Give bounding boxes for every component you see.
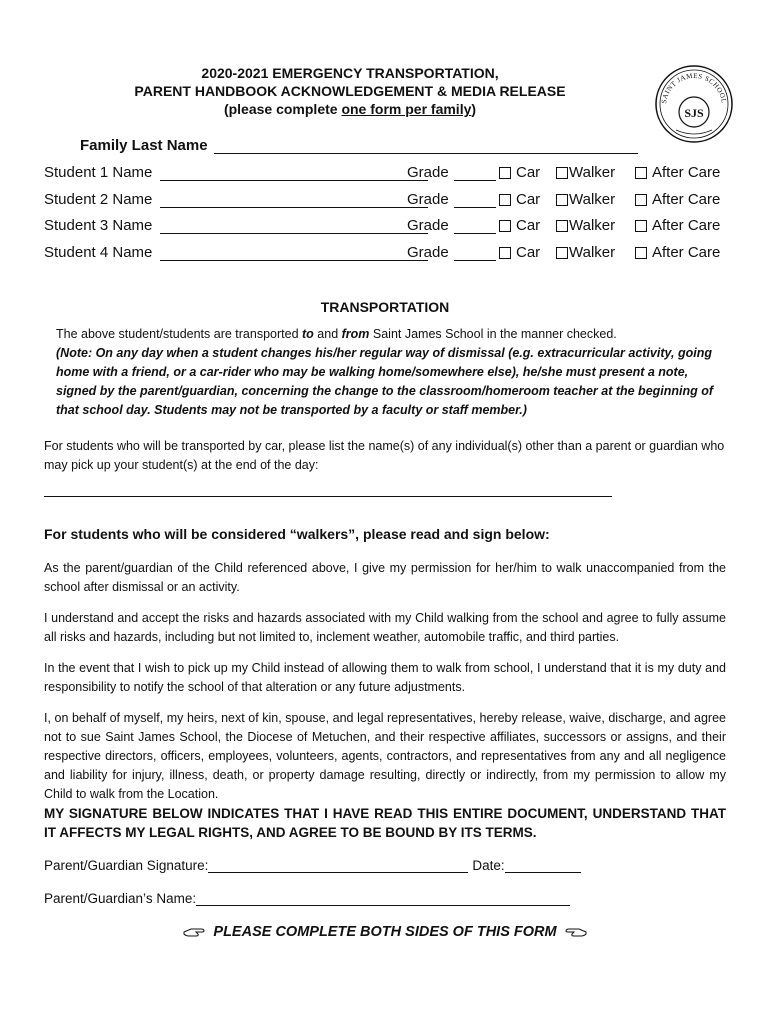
signature-label: Parent/Guardian Signature: xyxy=(44,858,209,873)
guardian-name-blank[interactable] xyxy=(196,893,570,906)
student-row xyxy=(44,164,734,186)
svg-text:SAINT JAMES SCHOOL xyxy=(660,72,728,104)
authorized-pickup-blank[interactable] xyxy=(44,496,612,497)
header-line-3: (please complete one form per family) xyxy=(223,101,477,117)
pointing-hand-icon xyxy=(565,926,587,938)
car-pickup-instructions: For students who will be transported by car, please list the name(s) of any individual(s) other than a parent or guardian who may pick up your student(s) at the end of the day: xyxy=(44,439,725,472)
car-option[interactable]: Car xyxy=(499,164,540,181)
student-name-label: Student 3 Name xyxy=(44,217,153,234)
footer-text: PLEASE COMPLETE BOTH SIDES OF THIS FORM xyxy=(213,924,557,940)
after-care-option[interactable]: After Care xyxy=(635,164,720,181)
dismissal-note: (Note: On any day when a student changes his/her regular way of dismissal (e.g. extracurricular activity, going home with a friend, or a car-rider who may be walking home/somewhere else), he/she must present a note, signed by the parent/guardian, concerning the change to the classroom/homeroom teacher at the beginning of that school day. Students may not be transported by a faculty or staff member.) xyxy=(56,346,714,417)
date-label: Date: xyxy=(472,858,505,873)
header-line-2: PARENT HANDBOOK ACKNOWLEDGEMENT & MEDIA RELEASE xyxy=(134,83,566,99)
after-care-checkbox[interactable] xyxy=(635,247,647,259)
walker-option[interactable]: Walker xyxy=(556,244,615,261)
student-name-label: Student 2 Name xyxy=(44,191,153,208)
walker-pickup-paragraph: In the event that I wish to pick up my Child instead of allowing them to walk from school, I understand that it is my duty and responsibility to notify the school of that alteration or any future adjustments. xyxy=(44,661,726,694)
car-checkbox[interactable] xyxy=(499,167,511,179)
walker-option[interactable]: Walker xyxy=(556,164,615,181)
grade-blank[interactable] xyxy=(454,246,496,261)
student-row xyxy=(44,244,734,266)
walker-option[interactable]: Walker xyxy=(556,191,615,208)
after-care-option[interactable]: After Care xyxy=(635,191,720,208)
pointing-hand-icon xyxy=(183,926,205,938)
student-name-blank[interactable] xyxy=(160,219,428,234)
after-care-checkbox[interactable] xyxy=(635,167,647,179)
student-name-blank[interactable] xyxy=(160,193,428,208)
signature-blank[interactable] xyxy=(208,860,468,873)
after-care-checkbox[interactable] xyxy=(635,220,647,232)
family-last-name-blank[interactable] xyxy=(214,139,638,154)
grade-label: Grade xyxy=(407,191,449,208)
walker-option[interactable]: Walker xyxy=(556,217,615,234)
grade-blank[interactable] xyxy=(454,166,496,181)
guardian-name-label: Parent/Guardian’s Name: xyxy=(44,891,197,906)
signature-statement: MY SIGNATURE BELOW INDICATES THAT I HAVE READ THIS ENTIRE DOCUMENT, UNDERSTAND THAT IT AFFECTS MY LEGAL RIGHTS, AND AGREE TO BE BOUND BY ITS TERMS. xyxy=(44,806,726,840)
grade-label: Grade xyxy=(407,244,449,261)
car-option[interactable]: Car xyxy=(499,191,540,208)
one-form-emphasis: one form per family xyxy=(341,101,472,117)
after-care-checkbox[interactable] xyxy=(635,194,647,206)
grade-label: Grade xyxy=(407,164,449,181)
walker-risk-paragraph: I understand and accept the risks and hazards associated with my Child walking from the school and agree to fully assume all risks and hazards, including but not limited to, inclement weather, automobile traffic, and third parties. xyxy=(44,611,726,644)
family-last-name-label: Family Last Name xyxy=(80,137,208,154)
walker-permission-paragraph: As the parent/guardian of the Child referenced above, I give my permission for her/him to walk unaccompanied from the school after dismissal or an activity. xyxy=(44,561,726,594)
walker-checkbox[interactable] xyxy=(556,247,568,259)
signature-line xyxy=(44,858,581,873)
walker-release-paragraph: I, on behalf of myself, my heirs, next of kin, spouse, and legal representatives, hereby release, waive, discharge, and agree not to sue Saint James School, the Diocese of Metuchen, and their respective affiliates, successors or assigns, and their respective directors, officers, employees, volunteers, agents, contractors, and representatives from any and all negligence and liability for injury, illness, death, or property damage resulting, directly or indirectly, from my permission to allow my Child to walk from the Location. xyxy=(44,711,726,801)
walker-checkbox[interactable] xyxy=(556,167,568,179)
car-checkbox[interactable] xyxy=(499,194,511,206)
school-seal-logo xyxy=(654,64,734,144)
car-option[interactable]: Car xyxy=(499,217,540,234)
walker-checkbox[interactable] xyxy=(556,194,568,206)
student-row xyxy=(44,217,734,239)
student-row xyxy=(44,191,734,213)
grade-blank[interactable] xyxy=(454,193,496,208)
car-checkbox[interactable] xyxy=(499,220,511,232)
form-header xyxy=(60,64,640,118)
date-blank[interactable] xyxy=(505,860,581,873)
seal-text: SAINT JAMES SCHOOL xyxy=(660,71,728,105)
student-name-blank[interactable] xyxy=(160,166,428,181)
header-line-1: 2020-2021 EMERGENCY TRANSPORTATION, xyxy=(201,65,499,81)
transportation-heading: TRANSPORTATION xyxy=(320,299,450,315)
footer-reminder xyxy=(0,924,770,940)
student-name-label: Student 4 Name xyxy=(44,244,153,261)
grade-blank[interactable] xyxy=(454,219,496,234)
transportation-intro: The above student/students are transported to and from Saint James School in the manner checked. (Note: On any day when a student changes his/her regular way of dismissal (e.g. extracurricular activity, going home with a friend, or a car-rider who may be walking home/somewhere else), he/she must present a note, signed by the parent/guardian, concerning the change to the classroom/homeroom teacher at the beginning of that school day. Students may not be transported by a faculty or staff member.) xyxy=(56,325,724,420)
car-option[interactable]: Car xyxy=(499,244,540,261)
family-last-name-field[interactable] xyxy=(80,137,638,154)
grade-label: Grade xyxy=(407,217,449,234)
walker-checkbox[interactable] xyxy=(556,220,568,232)
student-name-blank[interactable] xyxy=(160,246,428,261)
walkers-heading: For students who will be considered “walkers”, please read and sign below: xyxy=(44,526,550,542)
car-checkbox[interactable] xyxy=(499,247,511,259)
guardian-name-line xyxy=(44,891,570,906)
student-name-label: Student 1 Name xyxy=(44,164,153,181)
seal-monogram: SJS xyxy=(684,106,704,120)
after-care-option[interactable]: After Care xyxy=(635,244,720,261)
after-care-option[interactable]: After Care xyxy=(635,217,720,234)
